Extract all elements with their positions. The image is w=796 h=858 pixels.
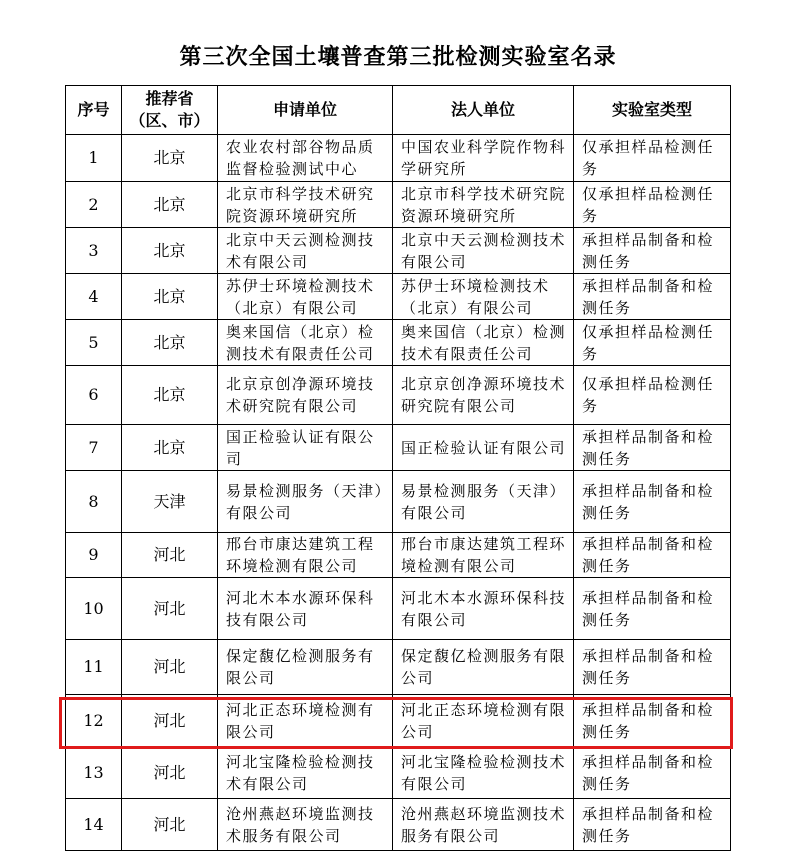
row-applicant: 河北木本水源环保科技有限公司: [218, 578, 393, 640]
row-lab-type: 承担样品制备和检测任务: [574, 228, 731, 274]
table-body: [66, 135, 731, 851]
row-applicant: 国正检验认证有限公司: [218, 425, 393, 471]
row-lab-type: 仅承担样品检测任务: [574, 366, 731, 425]
row-lab-type: 承担样品制备和检测任务: [574, 799, 731, 851]
row-number: 7: [66, 425, 122, 471]
table-row: [66, 747, 731, 799]
row-lab-type: 承担样品制备和检测任务: [574, 578, 731, 640]
table-row: [66, 471, 731, 533]
row-legal-entity: 中国农业科学院作物科学研究所: [393, 135, 574, 182]
header-applicant: 申请单位: [218, 86, 393, 135]
row-legal-entity: 苏伊士环境检测技术（北京）有限公司: [393, 274, 574, 320]
row-legal-entity: 易景检测服务（天津）有限公司: [393, 471, 574, 533]
table-row: [66, 366, 731, 425]
row-applicant: 北京京创净源环境技术研究院有限公司: [218, 366, 393, 425]
row-number: 11: [66, 640, 122, 695]
row-legal-entity: 邢台市康达建筑工程环境检测有限公司: [393, 533, 574, 578]
row-province: 河北: [122, 640, 218, 695]
row-lab-type: 承担样品制备和检测任务: [574, 695, 731, 747]
row-applicant: 保定馥亿检测服务有限公司: [218, 640, 393, 695]
row-legal-entity: 河北木本水源环保科技有限公司: [393, 578, 574, 640]
row-number: 2: [66, 182, 122, 228]
row-legal-entity: 沧州燕赵环境监测技术服务有限公司: [393, 799, 574, 851]
row-legal-entity: 奥来国信（北京）检测技术有限责任公司: [393, 320, 574, 366]
row-legal-entity: 河北正态环境检测有限公司: [393, 695, 574, 747]
row-number: 3: [66, 228, 122, 274]
row-province: 河北: [122, 533, 218, 578]
header-legal-entity: 法人单位: [393, 86, 574, 135]
row-lab-type: 承担样品制备和检测任务: [574, 640, 731, 695]
row-number: 1: [66, 135, 122, 182]
row-applicant: 苏伊士环境检测技术（北京）有限公司: [218, 274, 393, 320]
table-row: [66, 182, 731, 228]
row-lab-type: 仅承担样品检测任务: [574, 182, 731, 228]
table-row: [66, 135, 731, 182]
row-applicant: 邢台市康达建筑工程环境检测有限公司: [218, 533, 393, 578]
table-row: [66, 274, 731, 320]
row-lab-type: 承担样品制备和检测任务: [574, 425, 731, 471]
header-no: 序号: [66, 86, 122, 135]
laboratory-table: [65, 85, 731, 851]
row-legal-entity: 保定馥亿检测服务有限公司: [393, 640, 574, 695]
row-number: 9: [66, 533, 122, 578]
row-number: 6: [66, 366, 122, 425]
row-applicant: 河北正态环境检测有限公司: [218, 695, 393, 747]
header-province: 推荐省（区、市）: [122, 86, 218, 135]
row-province: 北京: [122, 182, 218, 228]
row-lab-type: 承担样品制备和检测任务: [574, 471, 731, 533]
row-province: 北京: [122, 320, 218, 366]
row-legal-entity: 河北宝隆检验检测技术有限公司: [393, 747, 574, 799]
row-lab-type: 仅承担样品检测任务: [574, 135, 731, 182]
table-row: [66, 799, 731, 851]
row-legal-entity: 北京京创净源环境技术研究院有限公司: [393, 366, 574, 425]
row-lab-type: 仅承担样品检测任务: [574, 320, 731, 366]
row-number: 4: [66, 274, 122, 320]
row-province: 北京: [122, 425, 218, 471]
row-applicant: 奥来国信（北京）检测技术有限责任公司: [218, 320, 393, 366]
row-province: 河北: [122, 799, 218, 851]
row-applicant: 农业农村部谷物品质监督检验测试中心: [218, 135, 393, 182]
row-lab-type: 承担样品制备和检测任务: [574, 747, 731, 799]
table-row: [66, 695, 731, 747]
row-province: 北京: [122, 135, 218, 182]
row-province: 河北: [122, 747, 218, 799]
row-lab-type: 承担样品制备和检测任务: [574, 274, 731, 320]
row-number: 5: [66, 320, 122, 366]
row-legal-entity: 北京市科学技术研究院资源环境研究所: [393, 182, 574, 228]
row-province: 河北: [122, 578, 218, 640]
row-applicant: 易景检测服务（天津）有限公司: [218, 471, 393, 533]
row-province: 北京: [122, 366, 218, 425]
row-legal-entity: 国正检验认证有限公司: [393, 425, 574, 471]
row-applicant: 沧州燕赵环境监测技术服务有限公司: [218, 799, 393, 851]
header-lab-type: 实验室类型: [574, 86, 731, 135]
row-applicant: 北京中天云测检测技术有限公司: [218, 228, 393, 274]
row-number: 14: [66, 799, 122, 851]
row-province: 北京: [122, 228, 218, 274]
row-province: 天津: [122, 471, 218, 533]
row-applicant: 河北宝隆检验检测技术有限公司: [218, 747, 393, 799]
row-number: 10: [66, 578, 122, 640]
row-lab-type: 承担样品制备和检测任务: [574, 533, 731, 578]
table-row: [66, 228, 731, 274]
table-row: [66, 578, 731, 640]
table-row: [66, 640, 731, 695]
row-applicant: 北京市科学技术研究院资源环境研究所: [218, 182, 393, 228]
row-province: 河北: [122, 695, 218, 747]
row-number: 13: [66, 747, 122, 799]
table-header-row: [66, 86, 731, 135]
table-row: [66, 533, 731, 578]
table-row: [66, 320, 731, 366]
row-number: 8: [66, 471, 122, 533]
document-title: 第三次全国土壤普查第三批检测实验室名录: [179, 45, 617, 70]
table-row: [66, 425, 731, 471]
row-province: 北京: [122, 274, 218, 320]
row-legal-entity: 北京中天云测检测技术有限公司: [393, 228, 574, 274]
row-number: 12: [66, 695, 122, 747]
